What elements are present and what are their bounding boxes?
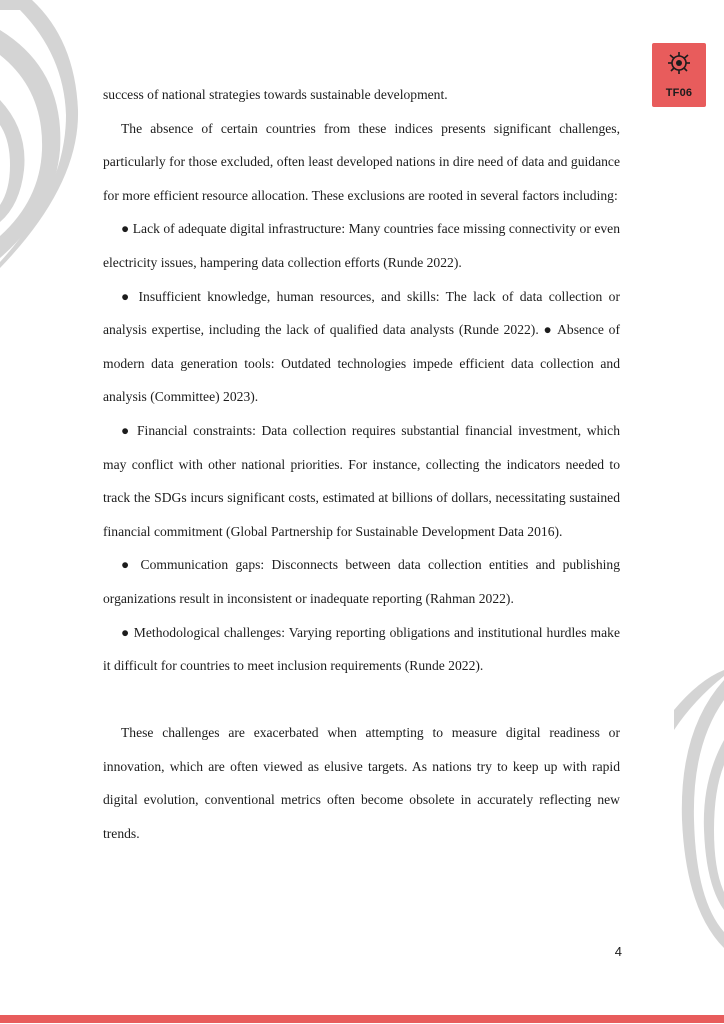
body-text xyxy=(103,78,620,851)
paragraph-spacer xyxy=(103,683,620,717)
bullet-digital-infrastructure: ● Lack of adequate digital infrastructure: Many countries face missing connectivity or even electricity issues, hampering data collection efforts (Runde 2022). xyxy=(103,221,620,270)
badge-label: TF06 xyxy=(665,87,693,99)
paragraph-continuation: success of national strategies towards sustainable development. xyxy=(103,87,448,102)
paragraph-digital-readiness: These challenges are exacerbated when attempting to measure digital readiness or innovation, which are often viewed as elusive targets. As nations try to keep up with rapid digital evolution, conventional metrics often become obsolete in accurately reflecting new trends. xyxy=(103,725,620,842)
footer-bar xyxy=(0,1015,724,1023)
bullet-knowledge-and-tools: ● Insufficient knowledge, human resources, and skills: The lack of data collection or analysis expertise, including the lack of qualified data analysts (Runde 2022). ● Absence of modern data generation tools: Outdated technologies impede efficient data collection and analysis (Committee) 2023). xyxy=(103,288,620,405)
page-number: 4 xyxy=(614,944,622,959)
decorative-stripes-top-left xyxy=(0,0,80,280)
paragraph-absence-of-countries: The absence of certain countries from these indices presents significant challenges, particularly for those excluded, often least developed nations in dire need of data and guidance for more efficient resource allocation. These exclusions are rooted in several factors including: xyxy=(103,120,620,203)
bullet-methodological-challenges: ● Methodological challenges: Varying reporting obligations and institutional hurdles make it difficult for countries to meet inclusion requirements (Runde 2022). xyxy=(103,624,620,674)
globe-bug-icon xyxy=(667,50,691,84)
decorative-stripes-bottom-right xyxy=(674,670,724,960)
bullet-financial-constraints: ● Financial constraints: Data collection requires substantial financial investment, which may conflict with other national priorities. For instance, collecting the indicators needed to track the SDGs incurs significant costs, estimated at billions of dollars, necessitating sustained financial commitment (Global Partnership for Sustainable Development Data 2016). xyxy=(103,422,620,539)
tf06-badge xyxy=(652,43,706,107)
bullet-communication-gaps: ● Communication gaps: Disconnects between data collection entities and publishing organizations result in inconsistent or inadequate reporting (Rahman 2022). xyxy=(103,557,620,606)
